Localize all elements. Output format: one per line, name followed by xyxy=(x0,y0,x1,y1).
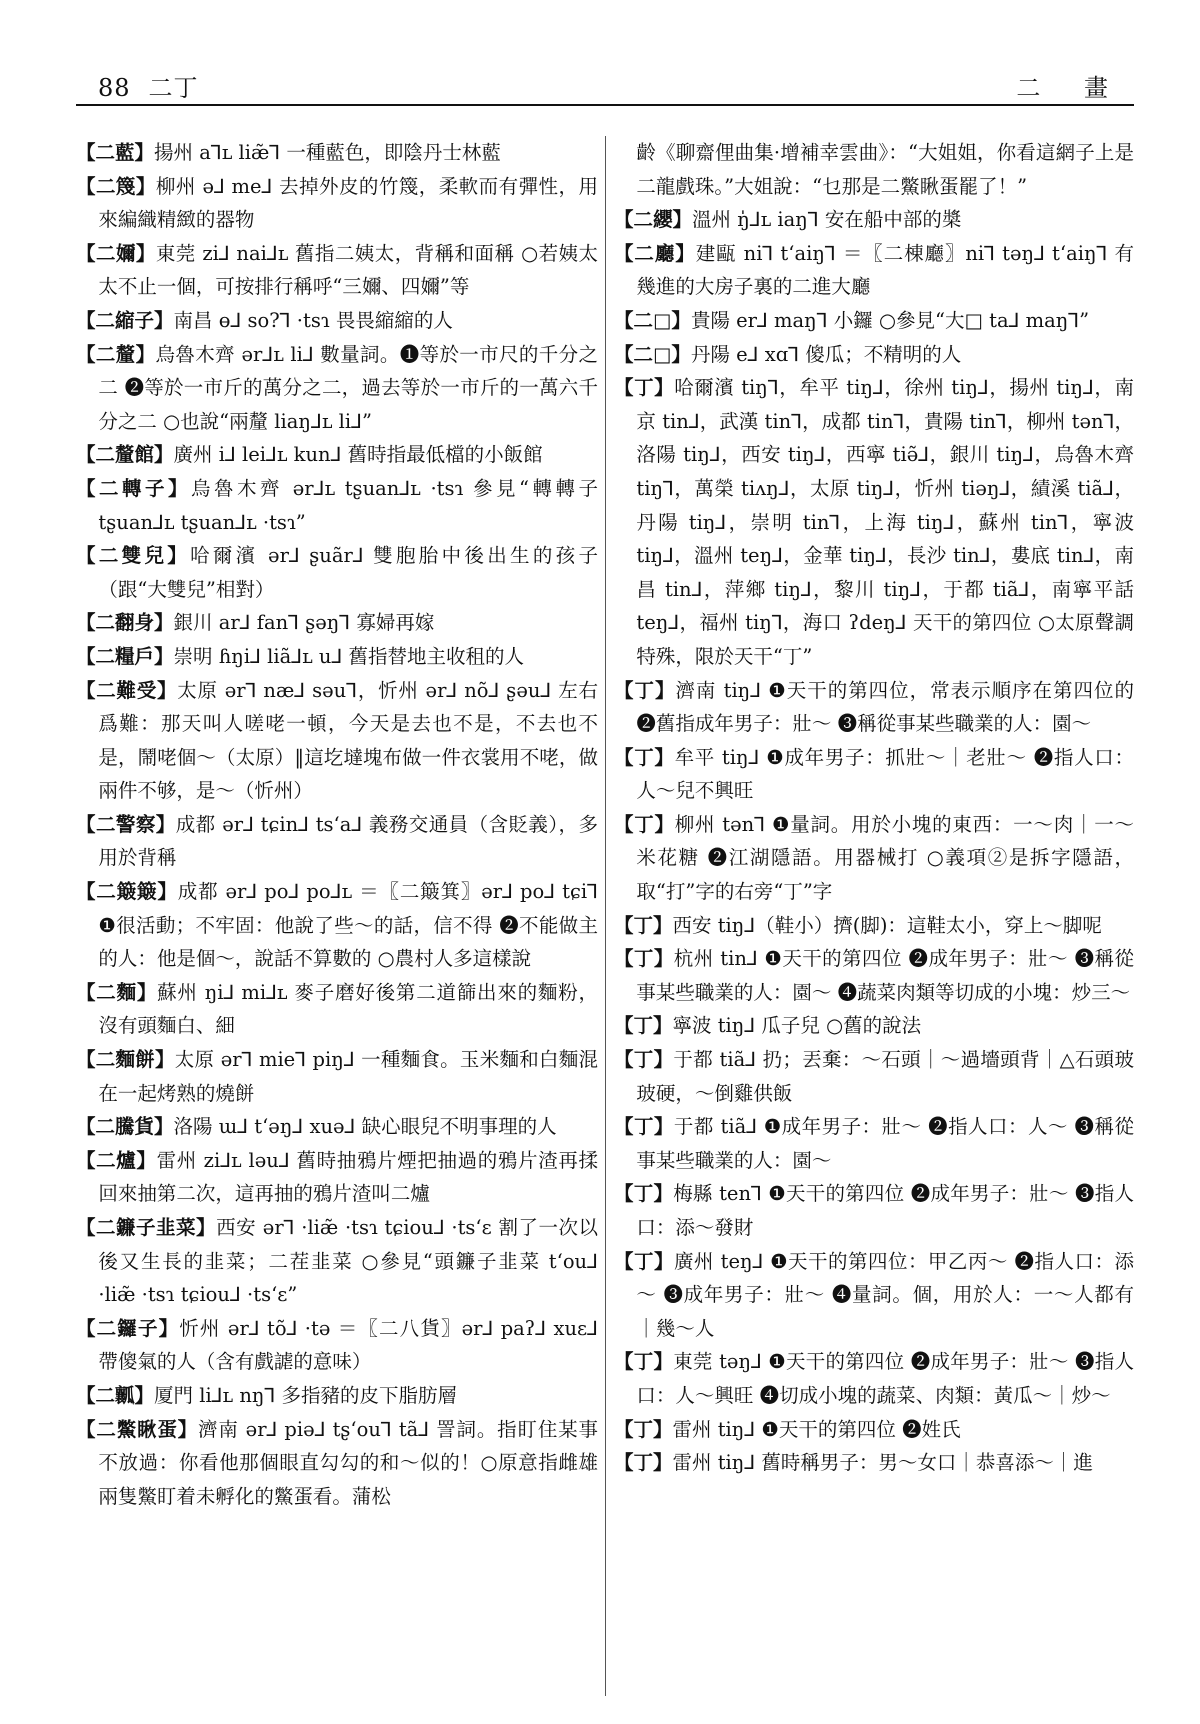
entry-definition: 烏魯木齊 ər⅃ʟ tʂuan⅃ʟ ·tsɿ 參見“轉轉子 tʂuan⅃ʟ tʂuan⅃ʟ ·tsɿ” xyxy=(98,476,598,534)
dictionary-entry xyxy=(614,304,1134,338)
entry-definition: 銀川 ar⅃ fan⅂ ʂəŋ⅂ 寡婦再嫁 xyxy=(173,611,435,635)
dictionary-entry xyxy=(614,1345,1134,1412)
dictionary-entry xyxy=(614,741,1134,808)
entry-headword: 【二釐館】 xyxy=(76,443,174,467)
entry-definition: 厦門 li⅃ʟ nŋ⅂ 多指豬的皮下脂肪層 xyxy=(154,1383,458,1407)
dictionary-entry xyxy=(76,875,598,976)
entry-headword: 【二□】 xyxy=(614,308,691,332)
dictionary-entry xyxy=(76,539,598,606)
entry-definition: 哈爾濱 tiŋ⅂，牟平 tiŋ⅃，徐州 tiŋ⅃，揚州 tiŋ⅃，南京 tin⅃，武漢 tin⅂，成都 tin⅂，貴陽 tin⅂，柳州 tən⅂，洛陽 tiŋ⅃，西安 tiŋ⅃，西寧 tiə̃⅃，銀川 tiŋ⅃，烏魯木齊 tiŋ⅂，萬榮 tiʌŋ⅃，太原 tiŋ⅃，忻州 tiəŋ⅃，績溪 tiã⅃，丹陽 tiŋ⅃，崇明 tin⅂，上海 tiŋ⅃，蘇州 tin⅂，寧波 tiŋ⅃，溫州 teŋ⅃，金華 tiŋ⅃，長沙 tin⅃，婁底 tin⅃，南昌 tin⅃，萍鄉 tiŋ⅃，黎川 tiŋ⅃，于都 tiã⅃，南寧平話 teŋ⅃，福州 tiŋ⅂，海口 ʔdeŋ⅃ 天干的第四位 ○太原聲調特殊，限於天干“丁” xyxy=(636,376,1134,668)
entry-headword: 【二釐】 xyxy=(76,342,156,366)
entry-definition: 杭州 tin⅃ ❶天干的第四位 ❷成年男子：壯～ ❸稱從事某些職業的人：園～ ❹蔬菜肉類等切成的小塊：炒三～ xyxy=(636,947,1134,1004)
dictionary-entry xyxy=(614,808,1134,909)
column-divider xyxy=(605,136,606,1696)
entry-definition: 建甌 ni⅂ tʻaiŋ⅂ ＝〖二棟廳〗ni⅂ təŋ⅃ tʻaiŋ⅂ 有幾進的大房子裏的二進大廳 xyxy=(636,241,1134,299)
entry-definition: 雷州 zi⅃ʟ ləu⅃ 舊時抽鴉片煙把抽過的鴉片渣再揉回來抽第二次，這再抽的鴉片渣叫二爐 xyxy=(98,1148,598,1206)
entry-definition: 東莞 zi⅃ nai⅃ʟ 舊指二姨太，背稱和面稱 ○若姨太太不止一個，可按排行稱呼“三嬭、四嬭”等 xyxy=(98,241,598,299)
entry-definition: 揚州 a⅂ʟ liæ̃⅂ 一種藍色，即陰丹士林藍 xyxy=(154,141,501,164)
entry-definition: 梅縣 ten⅂ ❶天干的第四位 ❷成年男子：壯～ ❸指人口：添～發財 xyxy=(636,1182,1134,1239)
entry-definition: 柳州 ə⅃ me⅃ 去掉外皮的竹篾，柔軟而有彈性，用來編織精緻的器物 xyxy=(98,174,598,232)
header-left xyxy=(98,68,199,103)
dictionary-entry xyxy=(76,674,598,808)
entry-definition: 廣州 i⅃ lei⅃ʟ kun⅃ 舊時指最低檔的小飯館 xyxy=(173,443,543,467)
dictionary-entry xyxy=(76,472,598,539)
dictionary-entry xyxy=(76,1211,598,1312)
dictionary-entry xyxy=(614,136,1134,203)
dictionary-entry xyxy=(614,237,1134,304)
dictionary-entry xyxy=(614,942,1134,1009)
entry-headword: 【二篾】 xyxy=(76,174,156,198)
entry-definition: 丹陽 e⅃ xɑ⅂ 傻瓜；不精明的人 xyxy=(690,342,962,366)
entry-headword: 【二嬭】 xyxy=(76,241,156,265)
entry-definition: 哈爾濱 ər⅃ ʂuãr⅃ 雙胞胎中後出生的孩子（跟“大雙兒”相對） xyxy=(98,544,598,601)
entry-headword: 【二翻身】 xyxy=(76,611,174,635)
entry-headword: 【二難受】 xyxy=(76,678,178,702)
entry-headword: 【二瓤】 xyxy=(76,1383,155,1407)
entry-headword: 【二藍】 xyxy=(76,141,155,164)
dictionary-entry xyxy=(614,1446,1134,1480)
entry-headword: 【丁】 xyxy=(614,1249,674,1273)
dictionary-entry xyxy=(76,1043,598,1110)
entry-definition: 于都 tiã⅃ 扔；丟棄：～石頭｜～過墻頭背｜△石頭玻玻硬，～倒雞供飯 xyxy=(636,1048,1134,1105)
entry-definition: 寧波 tiŋ⅃ 瓜子兒 ○舊的說法 xyxy=(672,1014,922,1038)
entry-headword: 【丁】 xyxy=(614,947,674,971)
entry-headword: 【丁】 xyxy=(614,1182,674,1206)
entry-headword: 【丁】 xyxy=(614,745,675,769)
entry-headword: 【二雙兒】 xyxy=(76,544,191,568)
dictionary-entry xyxy=(614,1043,1134,1110)
dictionary-entry xyxy=(76,1413,598,1514)
entry-definition: 牟平 tiŋ⅃ ❶成年男子：抓壯～｜老壯～ ❷指人口：人～兒不興旺 xyxy=(636,745,1134,803)
dictionary-entry xyxy=(76,976,598,1043)
entry-headword: 【丁】 xyxy=(614,1014,673,1038)
dictionary-entry xyxy=(76,808,598,875)
entry-definition: 成都 ər⅃ tɕin⅃ tsʻa⅃ 義務交通員（含貶義），多用於背稱 xyxy=(98,812,598,870)
entry-definition: 南昌 ɵ⅃ so?⅂ ·tsɿ 畏畏縮縮的人 xyxy=(173,308,453,332)
entry-definition: 溫州 ŋ̍⅃ʟ iaŋ⅂ 安在船中部的槳 xyxy=(692,208,962,232)
dictionary-entry xyxy=(614,1413,1134,1447)
section-title: 二 畫 xyxy=(1016,74,1126,102)
entry-definition: 烏魯木齊 ər⅃ʟ li⅃ 數量詞。❶等於一市尺的千分之二 ❷等於一市斤的萬分之二，過去等於一市斤的一萬六千分之二 ○也說“兩釐 liaŋ⅃ʟ li⅃” xyxy=(98,342,598,433)
entry-definition: 齡《聊齋俚曲集·增補幸雲曲》：“大姐姐，你看這網子上是二龍戲珠。”大姐說：“乜那是二鱉瞅蛋罷了！” xyxy=(636,141,1134,198)
dictionary-entry xyxy=(76,606,598,640)
entry-headword: 【二爐】 xyxy=(76,1148,157,1172)
dictionary-entry xyxy=(76,438,598,472)
dictionary-entry xyxy=(76,1379,598,1413)
dictionary-entry xyxy=(614,338,1134,372)
entry-headword: 【丁】 xyxy=(614,913,673,937)
right-column xyxy=(614,136,1134,1480)
entry-definition: 柳州 tən⅂ ❶量詞。用於小塊的東西：一～肉｜一～米花糖 ❷江湖隱語。用器械打 ○義項②是拆字隱語，取“打”字的右旁“丁”字 xyxy=(636,812,1134,904)
dictionary-entry xyxy=(614,1009,1134,1043)
entry-definition: 廣州 teŋ⅃ ❶天干的第四位：甲乙丙～ ❷指人口：添～ ❸成年男子：壯～ ❹量詞。個，用於人：一～人都有｜幾～人 xyxy=(636,1249,1134,1340)
entry-headword: 【丁】 xyxy=(614,678,676,702)
entry-definition: 洛陽 ɯ⅃ tʻəŋ⅃ xuə⅃ 缺心眼兒不明事理的人 xyxy=(173,1115,557,1139)
entry-definition: 崇明 ɦŋi⅃ liã⅃ʟ u⅃ 舊指替地主收租的人 xyxy=(173,644,525,668)
dictionary-entry xyxy=(614,1177,1134,1244)
dictionary-entry xyxy=(614,1245,1134,1346)
entry-headword: 【丁】 xyxy=(614,376,675,400)
dictionary-entry xyxy=(614,371,1134,673)
page-number: 88 xyxy=(98,74,131,102)
entry-headword: 【丁】 xyxy=(614,1451,673,1475)
entry-definition: 于都 tiã⅃ ❶成年男子：壯～ ❷指人口：人～ ❸稱從事某些職業的人：園～ xyxy=(636,1115,1134,1172)
entry-definition: 西安 tiŋ⅃（鞋小）擠(脚)：這鞋太小，穿上～脚呢 xyxy=(672,913,1102,937)
entry-definition: 太原 ər⅂ mie⅂ piŋ⅃ 一種麵食。玉米麵和白麵混在一起烤熟的燒餅 xyxy=(98,1048,598,1105)
entry-headword: 【二縮子】 xyxy=(76,308,174,332)
dictionary-entry xyxy=(614,1110,1134,1177)
dictionary-entry xyxy=(76,640,598,674)
dictionary-entry xyxy=(76,1144,598,1211)
dictionary-entry xyxy=(76,170,598,237)
entry-headword: 【丁】 xyxy=(614,1417,673,1441)
dictionary-entry xyxy=(76,1312,598,1379)
entry-definition: 雷州 tiŋ⅃ ❶天干的第四位 ❷姓氏 xyxy=(672,1417,961,1441)
entry-definition: 蘇州 ŋi⅃ mi⅃ʟ 麥子磨好後第二道篩出來的麵粉，沒有頭麵白、細 xyxy=(98,980,598,1038)
entry-headword: 【二轉子】 xyxy=(76,476,192,500)
entry-headword: 【丁】 xyxy=(614,812,675,836)
dictionary-entry xyxy=(76,304,598,338)
entry-headword: 【二麵餅】 xyxy=(76,1048,175,1072)
dictionary-entry xyxy=(614,203,1134,237)
dictionary-entry xyxy=(614,909,1134,943)
entry-definition: 貴陽 er⅃ maŋ⅂ 小鑼 ○參見“大□ ta⅃ maŋ⅂” xyxy=(690,308,1090,332)
entry-headword: 【二鐮子韭菜】 xyxy=(76,1216,217,1239)
page-header xyxy=(76,60,1134,106)
dictionary-entry xyxy=(76,136,598,170)
entry-definition: 雷州 tiŋ⅃ 舊時稱男子：男～女口｜恭喜添～｜進 xyxy=(672,1451,1093,1475)
entry-headword: 【二警察】 xyxy=(76,812,176,836)
entry-headword: 【二麵】 xyxy=(76,980,158,1004)
entry-definition: 太原 ər⅂ næ⅃ səu⅂，忻州 ər⅃ nõ⅃ ʂəu⅃ 左右爲難：那天叫人嗟咾一頓，今天是去也不是，不去也不是，鬧咾個～（太原）‖這圪墶塊布做一件衣裳用不咾，做兩件不够，是～（忻州） xyxy=(98,678,598,803)
entry-headword: 【二簸簸】 xyxy=(76,880,178,904)
entry-headword: 【二纓】 xyxy=(614,208,693,232)
entry-headword: 【丁】 xyxy=(614,1350,674,1374)
entry-definition: 成都 ər⅃ po⅃ po⅃ʟ ＝〖二簸箕〗ər⅃ po⅃ tɕi⅂ ❶很活動；不牢固：他說了些～的話，信不得 ❷不能做主的人：他是個～，說話不算數的 ○農村人多這樣說 xyxy=(98,880,598,971)
entry-headword: 【二鱉瞅蛋】 xyxy=(76,1417,198,1441)
dictionary-entry xyxy=(76,237,598,304)
entry-headword: 【二廳】 xyxy=(614,241,696,265)
entry-headword: 【二糧戶】 xyxy=(76,644,174,668)
dictionary-entry xyxy=(614,674,1134,741)
entry-headword: 【二鑼子】 xyxy=(76,1316,180,1340)
entry-definition: 濟南 ər⅃ piə⅃ tʂʻou⅂ tã⅃ 詈詞。指盯住某事不放過：你看他那個眼直勾勾的和～似的！○原意指雌雄兩隻鱉盯着未孵化的鱉蛋看。蒲松 xyxy=(98,1417,598,1508)
dictionary-entry xyxy=(76,1110,598,1144)
dictionary-entry xyxy=(76,338,598,439)
entry-definition: 忻州 ər⅃ tõ⅃ ·tə ＝〖二八貨〗ər⅃ paʔ⅃ xuɛ⅃ 帶傻氣的人（含有戲謔的意味） xyxy=(98,1316,598,1374)
entry-headword: 【二騰貨】 xyxy=(76,1115,174,1139)
entry-definition: 西安 ər⅂ ·liæ̃ ·tsɿ tɕiou⅃ ·tsʻɛ 割了一次以後又生長的韭菜；二茬韭菜 ○參見“頭鐮子韭菜 tʻou⅃ ·liæ̃ ·tsɿ tɕiou⅃ ·tsʻɛ” xyxy=(98,1216,598,1307)
section-tag: 二丁 xyxy=(148,74,199,102)
entry-definition: 東莞 təŋ⅃ ❶天干的第四位 ❷成年男子：壯～ ❸指人口：人～興旺 ❹切成小塊的蔬菜、肉類：黃瓜～｜炒～ xyxy=(636,1350,1134,1407)
entry-definition: 濟南 tiŋ⅃ ❶天干的第四位，常表示順序在第四位的 ❷舊指成年男子：壯～ ❸稱從事某些職業的人：園～ xyxy=(636,678,1134,736)
entry-headword: 【二□】 xyxy=(614,342,691,366)
entry-headword: 【丁】 xyxy=(614,1048,674,1072)
entry-headword: 【丁】 xyxy=(614,1115,674,1139)
left-column xyxy=(76,136,598,1513)
